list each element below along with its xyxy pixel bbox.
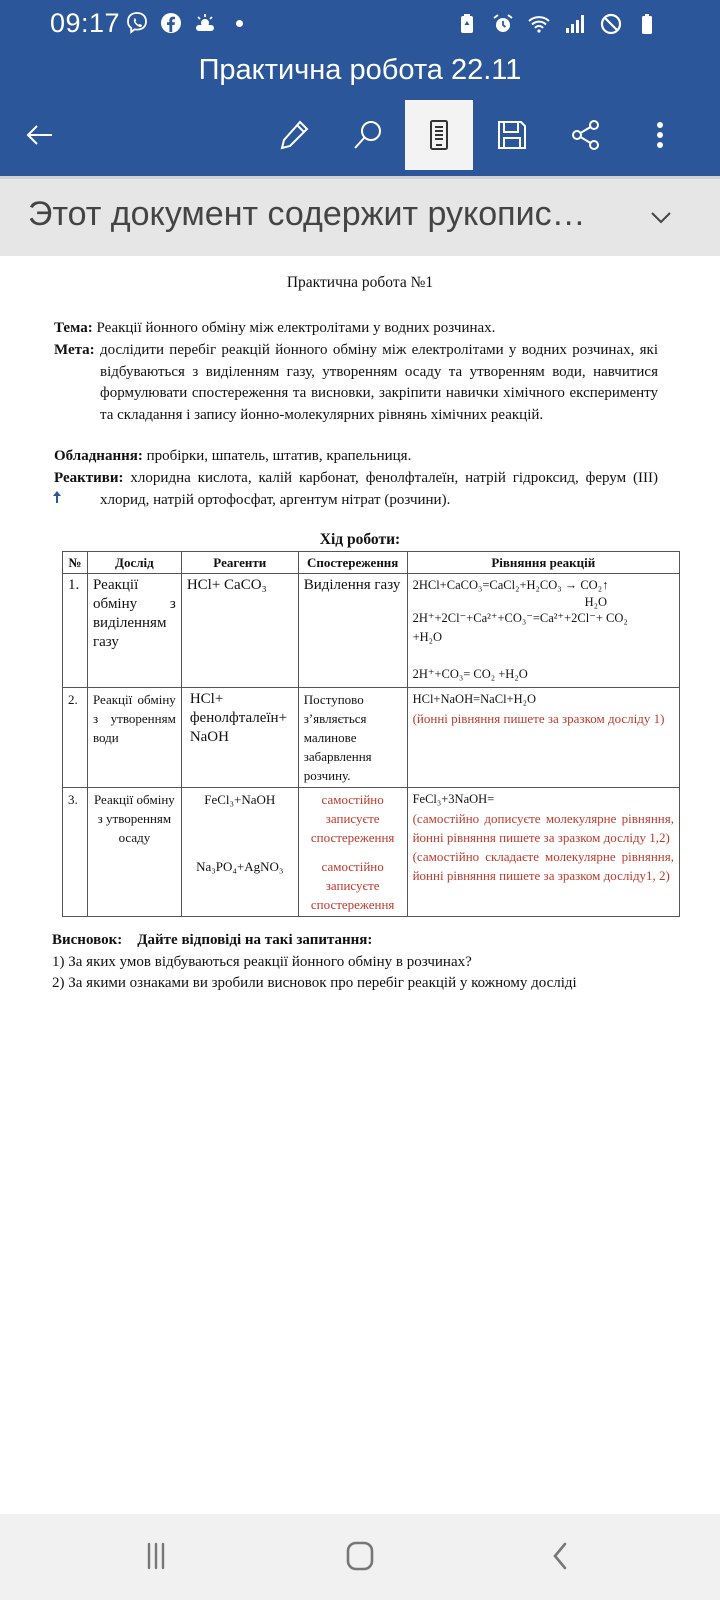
equation-note: (йонні рівняння пишете за зразком досліду 1) [412,711,665,726]
reagents-label: Реактиви: [54,470,124,486]
table-row [63,574,680,688]
equation-line: FeCl₃+3NaOH= [412,792,495,806]
signal-icon [562,11,588,37]
question-item: 1) За яких умов відбуваються реакції йонного обміну в розчинах? [52,954,472,970]
back-icon [545,1541,575,1571]
equation-line: +H₂O [412,630,443,644]
battery-icon [634,11,660,37]
wifi-icon [526,11,552,37]
status-time: 09:17 [50,8,121,38]
header-equations: Рівняння реакцій [407,552,679,574]
equipment-text: пробірки, шпатель, штатив, крапельниця. [142,448,412,464]
chevron-down-icon[interactable] [646,205,676,231]
row-num: 1. [63,574,88,688]
do-not-disturb-icon [598,11,624,37]
equation-line: 2HCl+CaCO₃=CaCl₂+H₂CO₃ → CO₂↑ [412,578,609,592]
procedure-table [62,551,680,917]
weather-icon [192,10,218,36]
reagents-sub: FeCl₃+NaOH [204,792,276,807]
header-reagents: Реагенти [181,552,298,574]
equipment-paragraph [54,446,658,468]
mobile-view-button[interactable] [405,100,473,170]
home-icon [344,1540,376,1572]
recent-apps-icon [141,1541,171,1571]
handwriting-notice-banner[interactable] [0,176,720,256]
status-bar [0,0,720,50]
equation-note: (самостійно складаєте молекулярне рівняння, йонні рівняння пишете за зразком досліду1, 2) [412,849,674,883]
goal-text: дослідити перебіг реакцій йонного обміну між електролітами у водних розчинах, які відбуваються з виділенням газу, утворенням осаду та утворенням води, навчитися формулювати спостереження та висновки, закріпити навички хімічного експерименту та складання і запису йонно-молекулярних рівнянь хімічних реакцій. [94,342,658,423]
row-equations [407,788,679,917]
arrow-left-icon [22,117,58,153]
save-button[interactable] [478,100,546,170]
home-button[interactable] [330,1534,390,1578]
observation-sub: самостійно записуєте спостереження [310,792,395,845]
notification-dot [236,20,243,27]
search-icon [350,117,386,153]
document-title: Практична робота 22.11 [198,54,522,86]
reagents-sub: Na₃PO₄+AgNO₃ [196,859,284,874]
table-row [63,788,680,917]
header-num: № [63,552,88,574]
banner-text: Этот документ содержит рукопис… [28,195,586,233]
more-options-button[interactable] [626,100,694,170]
share-icon [568,117,604,153]
viber-icon [124,10,150,36]
edit-button[interactable] [260,100,328,170]
equation-line: H₂O [584,595,608,609]
reagents-paragraph [54,468,658,511]
nav-back-button[interactable] [530,1534,590,1578]
system-nav-bar [0,1514,720,1600]
equation-line: HCl+NaOH=NaCl+H₂O [412,692,537,706]
row-reagents [181,788,298,917]
row-experiment: Реакції обміну з виділенням газу [87,574,181,688]
goal-paragraph [54,340,658,426]
observation-sub: самостійно записуєте спостереження [310,859,395,912]
recent-apps-button[interactable] [126,1534,186,1578]
equation-line: 2H⁺+2Cl⁻+Ca²⁺+CO₃⁻=Ca²⁺+2Cl⁻+ CO₂ [412,611,628,625]
row-experiment: Реакції обміну з утворенням води [87,688,181,788]
row-num: 3. [63,788,88,917]
conclusion-label: Висновок: [52,932,123,948]
alarm-icon [490,11,516,37]
conclusion-heading [52,930,672,951]
topic-label: Тема: [54,320,93,336]
back-button[interactable] [6,100,74,170]
row-observation [298,788,407,917]
equation-note: (самостійно дописуєте молекулярне рівняння, йонні рівняння пишете за зразком досліду 1,2) [412,811,674,845]
header-observation: Спостереження [298,552,407,574]
topic-paragraph [54,318,658,340]
equation-line: 2H⁺+CO₃= CO₂ +H₂O [412,667,528,681]
mobile-view-icon [421,117,457,153]
conclusion-prompt: Дайте відповіді на такі запитання: [137,932,373,948]
revision-arrow-icon [52,490,62,504]
facebook-icon [158,10,184,36]
pencil-icon [276,117,312,153]
row-num: 2. [63,688,88,788]
row-experiment: Реакції обміну з утворенням осаду [87,788,181,917]
row-observation: Поступово з’являється малинове забарвлення розчину. [298,688,407,788]
table-header-row [63,552,680,574]
table-row [63,688,680,788]
save-icon [494,117,530,153]
question-item: 2) За якими ознаками ви зробили висновок про перебіг реакцій у кожному досліді [52,975,577,991]
battery-saver-icon [454,11,480,37]
procedure-title: Хід роботи: [319,531,401,548]
row-equations [407,574,679,688]
doc-heading: Практична робота №1 [286,274,434,291]
toolbar [0,100,720,172]
row-equations [407,688,679,788]
search-button[interactable] [334,100,402,170]
share-button[interactable] [552,100,620,170]
more-vertical-icon [642,117,678,153]
reagents-text: хлоридна кислота, калій карбонат, фенолфталеїн, натрій гідроксид, ферум (ІІІ) хлорид, натрій ортофосфат, аргентум нітрат (розчини). [100,470,658,508]
row-observation: Виділення газу [298,574,407,688]
header-experiment: Дослід [87,552,181,574]
row-reagents: HCl+ CaCO₃ [181,574,298,688]
app-bar [0,0,720,176]
topic-text: Реакції йонного обміну між електролітами у водних розчинах. [92,320,496,336]
row-reagents: HCl+ фенолфталеїн+ NaOH [181,688,298,788]
equipment-label: Обладнання: [54,448,143,464]
goal-label: Мета: [54,342,95,358]
